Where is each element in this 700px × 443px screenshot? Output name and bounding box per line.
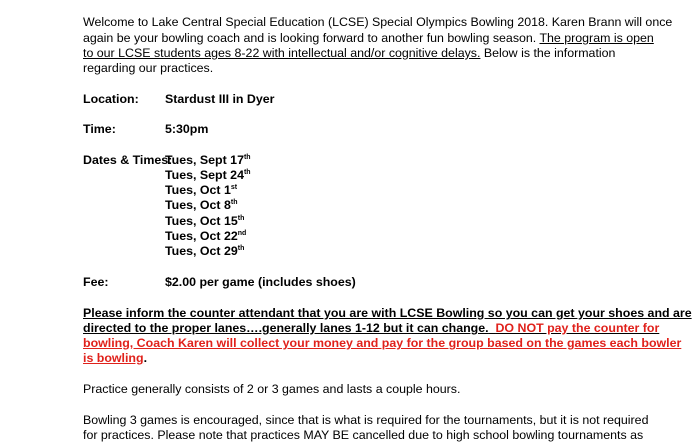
intro-line-4: [83, 61, 213, 76]
intro-text: Below is the information: [483, 46, 616, 60]
date-text: Tues, Oct 1: [165, 183, 231, 197]
notice-text: .: [143, 351, 148, 365]
intro-text: again be your bowling coach and is looking forward to another fun bowling season.: [83, 31, 537, 45]
dates-label: Dates & Times:: [83, 153, 173, 167]
date-text: Tues, Oct 8: [165, 198, 231, 212]
date-item: [165, 153, 251, 168]
date-item: [165, 198, 237, 213]
time-label: Time:: [83, 122, 116, 136]
date-item: [165, 244, 244, 259]
intro-underlined-text: The program is open: [539, 31, 654, 45]
intro-underlined-text: to our LCSE students ages 8-22 with intellectual and/or cognitive delays.: [83, 46, 481, 60]
fee-label: Fee:: [83, 275, 109, 289]
notice-text: directed to the proper lanes….generally lanes 1-12 but it can change.: [83, 321, 489, 335]
date-text: Tues, Oct 29: [165, 244, 238, 258]
notice-warning-text: DO NOT pay the counter for: [495, 321, 660, 335]
date-text: Tues, Oct 15: [165, 214, 238, 228]
date-item: [165, 168, 251, 183]
date-suffix: th: [230, 199, 238, 206]
practice-text: Practice generally consists of 2 or 3 games and lasts a couple hours.: [83, 382, 461, 396]
notice-warning-text: is bowling: [83, 351, 144, 365]
date-suffix: nd: [237, 230, 247, 237]
date-suffix: st: [230, 184, 238, 191]
date-item: [165, 183, 237, 198]
location-label: Location:: [83, 92, 139, 106]
bowling-line-1: Bowling 3 games is encouraged, since that is what is required for the tournaments, but it is not required: [83, 413, 649, 427]
intro-text: regarding our practices.: [83, 61, 214, 75]
date-suffix: th: [237, 245, 245, 252]
date-item: [165, 214, 244, 229]
notice-line-2: [83, 321, 659, 336]
date-item: [165, 229, 246, 244]
date-suffix: th: [243, 154, 251, 161]
date-suffix: th: [243, 169, 251, 176]
notice-line-3: bowling, Coach Karen will collect your money and pay for the group based on the games each bowler: [83, 336, 682, 350]
notice-line-1: Please inform the counter attendant that you are with LCSE Bowling so you can get your shoes and are: [83, 306, 692, 320]
intro-line-1: [83, 15, 672, 30]
intro-text: Welcome to Lake Central Special Education (LCSE) Special Olympics Bowling 2018. Karen Brann will once: [83, 15, 673, 29]
notice-line-4: [83, 351, 147, 366]
date-text: Tues, Oct 22: [165, 229, 238, 243]
location-value: Stardust III in Dyer: [165, 92, 275, 106]
intro-line-2: [83, 31, 654, 46]
intro-line-3: [83, 46, 615, 61]
date-suffix: th: [237, 215, 245, 222]
date-text: Tues, Sept 17: [165, 153, 244, 167]
bowling-line-2: for practices. Please note that practices MAY BE cancelled due to high school bowling tournaments as: [83, 428, 644, 442]
time-value: 5:30pm: [165, 122, 209, 136]
fee-value: $2.00 per game (includes shoes): [165, 275, 356, 289]
date-text: Tues, Sept 24: [165, 168, 244, 182]
